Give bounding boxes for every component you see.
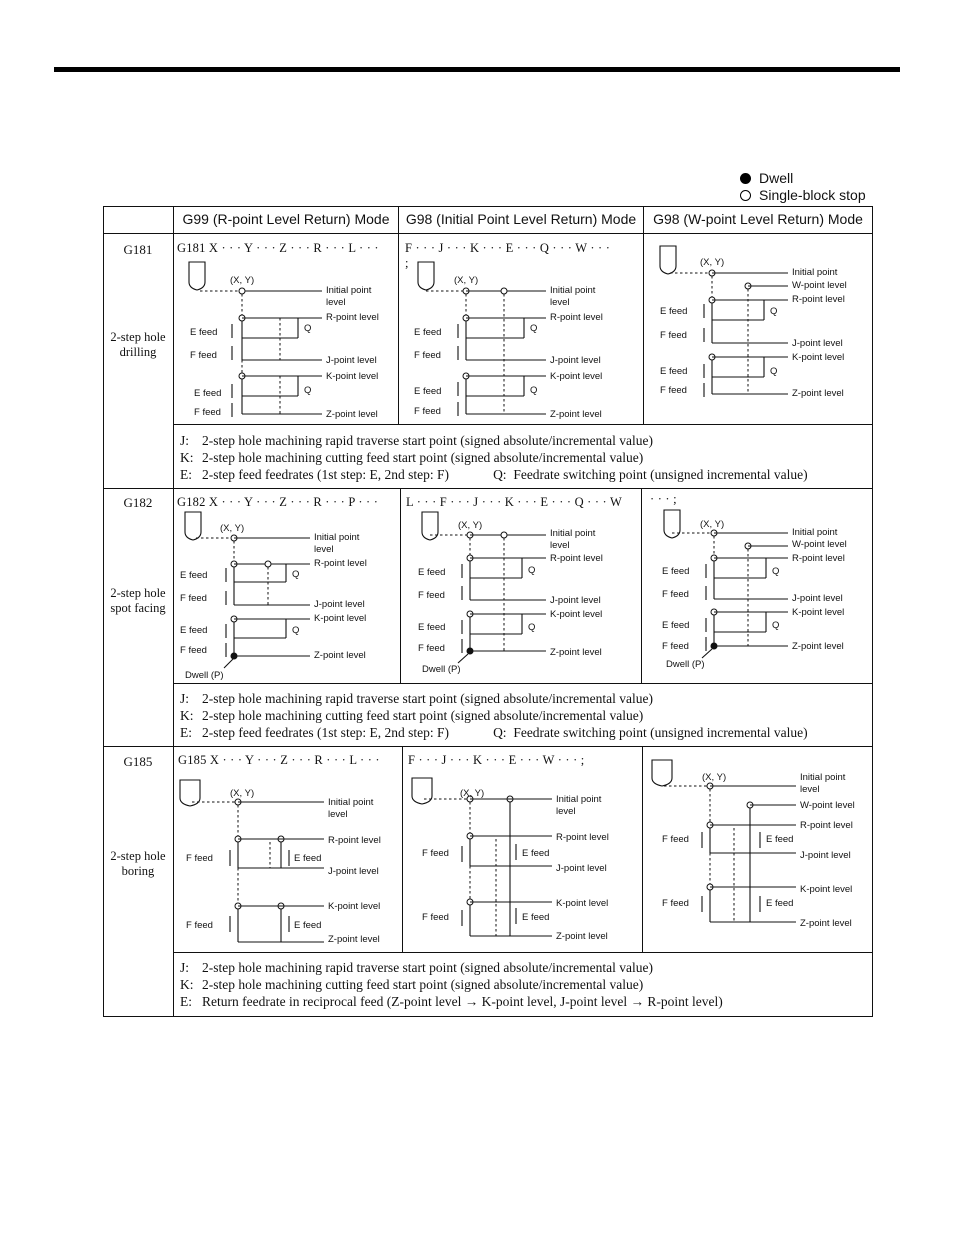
e-feed-label: E feed [660, 366, 688, 377]
f-feed-label: F feed [418, 590, 445, 601]
q-label: Q [770, 306, 778, 317]
diagram-g185-g98-initial [410, 772, 640, 950]
xy-label: (X, Y) [458, 520, 483, 531]
diagram-g182-g98-initial [408, 508, 638, 683]
note-k-text: 2-step hole machining cutting feed start point (signed absolute/incremental value) [202, 450, 644, 465]
diagram-g181-g99 [180, 258, 395, 423]
row-name-line1: 2-step hole [110, 586, 166, 600]
k-point-label: K-point level [328, 901, 381, 912]
f-feed-label: F feed [422, 848, 449, 859]
xy-label: (X, Y) [220, 523, 245, 534]
r-point-label: R-point level [800, 820, 853, 831]
row-code-g181: G181 [123, 242, 153, 257]
dwell-label: Dwell (P) [422, 664, 461, 675]
j-point-label: J-point level [314, 599, 365, 610]
header-g98-w: G98 (W-point Level Return) Mode [653, 211, 863, 227]
r-point-label: R-point level [792, 553, 845, 564]
q-label: Q [772, 620, 780, 631]
note-k: K: 2-step hole machining cutting feed start point (signed absolute/incremental value) [180, 977, 644, 992]
level-label: level [556, 806, 576, 817]
q-label: Q [292, 625, 300, 636]
row-name-g182 [104, 586, 172, 616]
f-feed-label: F feed [186, 853, 213, 864]
diagram-g182-g99 [178, 508, 396, 683]
level-label: level [550, 540, 570, 551]
format-g181-g98-initial-cont: ; [405, 256, 409, 270]
w-point-label: W-point level [792, 280, 847, 291]
f-feed-label: F feed [662, 834, 689, 845]
header-g99: G99 (R-point Level Return) Mode [182, 211, 390, 227]
q-label: Q [528, 622, 536, 633]
e-feed-label: E feed [180, 625, 208, 636]
k-point-label: K-point level [550, 371, 603, 382]
f-feed-label: F feed [414, 350, 441, 361]
z-point-label: Z-point level [556, 931, 608, 942]
e-feed-label: E feed [660, 306, 688, 317]
tool-icon [412, 778, 432, 804]
diagram-g185-g98-w [650, 756, 870, 951]
note-k: K: 2-step hole machining cutting feed start point (signed absolute/incremental value) [180, 708, 644, 723]
level-label: level [314, 544, 334, 555]
format-g182-g99: G182 X · · · Y · · · Z · · · R · · · P · · · [177, 495, 379, 509]
r-point-label: R-point level [556, 832, 609, 843]
f-feed-label: F feed [186, 920, 213, 931]
diagram-g182-g98-w [650, 508, 870, 683]
note-q-text: Feedrate switching point (unsigned incremental value) [513, 725, 808, 740]
initial-point-label: Initial point [326, 285, 372, 296]
row-name-g181 [104, 330, 172, 360]
q-label: Q [528, 565, 536, 576]
z-point-label: Z-point level [550, 647, 602, 658]
row-name-line1: 2-step hole [110, 849, 166, 863]
note-j: J: 2-step hole machining rapid traverse start point (signed absolute/incremental value) [180, 691, 653, 706]
row-name-line2: spot facing [110, 601, 166, 615]
initial-point-label: Initial point [328, 797, 374, 808]
e-feed-label: E feed [766, 898, 794, 909]
j-point-label: J-point level [800, 850, 851, 861]
xy-label: (X, Y) [700, 519, 725, 530]
note-e-text: Return feedrate in reciprocal feed (Z-point level → K-point level, J-point level → R-point level) [202, 994, 723, 1009]
format-g181-g99: G181 X · · · Y · · · Z · · · R · · · L · · · [177, 241, 379, 255]
tool-icon [422, 512, 438, 540]
r-point-label: R-point level [550, 312, 603, 323]
j-point-label: J-point level [328, 866, 379, 877]
f-feed-label: F feed [422, 912, 449, 923]
e-feed-label: E feed [662, 566, 690, 577]
z-point-label: Z-point level [792, 641, 844, 652]
note-k-text: 2-step hole machining cutting feed start point (signed absolute/incremental value) [202, 977, 644, 992]
note-j-text: 2-step hole machining rapid traverse start point (signed absolute/incremental value) [202, 960, 653, 975]
z-point-label: Z-point level [792, 388, 844, 399]
note-e-text: 2-step feed feedrates (1st step: E, 2nd step: F) [202, 467, 450, 482]
header-g98-initial: G98 (Initial Point Level Return) Mode [405, 211, 637, 227]
e-feed-label: E feed [190, 327, 218, 338]
k-point-label: K-point level [792, 607, 845, 618]
e-feed-label: E feed [180, 570, 208, 581]
row-code-g185: G185 [123, 754, 153, 769]
q-label: Q [304, 323, 312, 334]
initial-point-label: Initial point [550, 285, 596, 296]
f-feed-label: F feed [190, 350, 217, 361]
f-feed-label: F feed [660, 330, 687, 341]
legend-dwell-label: Dwell [759, 170, 794, 186]
w-point-label: W-point level [800, 800, 855, 811]
tool-icon [189, 262, 205, 290]
e-feed-label: E feed [522, 848, 550, 859]
diagram-g181-g98-initial [404, 258, 639, 423]
e-feed-label: E feed [194, 388, 222, 399]
note-e: E: 2-step feed feedrates (1st step: E, 2nd step: F) Q: Feedrate switching point (unsigned incremental value) [180, 467, 808, 482]
r-point-label: R-point level [792, 294, 845, 305]
tool-icon [660, 246, 676, 274]
note-e: E: Return feedrate in reciprocal feed (Z-point level → K-point level, J-point level → R-point level) [180, 994, 723, 1009]
w-point-label: W-point level [792, 539, 847, 550]
note-j: J: 2-step hole machining rapid traverse start point (signed absolute/incremental value) [180, 960, 653, 975]
j-point-label: J-point level [792, 338, 843, 349]
xy-label: (X, Y) [454, 275, 479, 286]
note-k-text: 2-step hole machining cutting feed start point (signed absolute/incremental value) [202, 708, 644, 723]
tool-icon [418, 262, 434, 290]
e-feed-label: E feed [414, 386, 442, 397]
level-label: level [550, 297, 570, 308]
initial-point-label: Initial point [556, 794, 602, 805]
initial-point-label: Initial point [550, 528, 596, 539]
q-label: Q [530, 385, 538, 396]
initial-point-label: Initial point [792, 267, 838, 278]
q-label: Q [530, 323, 538, 334]
tool-icon [664, 510, 680, 538]
legend-single-block-label: Single-block stop [759, 187, 866, 203]
initial-point-label: Initial point [314, 532, 360, 543]
f-feed-label: F feed [662, 589, 689, 600]
format-g185-g99: G185 X · · · Y · · · Z · · · R · · · L · · · [178, 753, 380, 767]
j-point-label: J-point level [792, 593, 843, 604]
xy-label: (X, Y) [700, 257, 725, 268]
note-e-text: 2-step feed feedrates (1st step: E, 2nd step: F) [202, 725, 450, 740]
notes-g181 [180, 432, 808, 483]
j-point-label: J-point level [326, 355, 377, 366]
row-name-g185 [104, 849, 172, 879]
diagram-g181-g98-w [650, 240, 870, 420]
dwell-label: Dwell (P) [185, 670, 224, 681]
f-feed-label: F feed [660, 385, 687, 396]
notes-g182 [180, 690, 808, 741]
e-feed-label: E feed [294, 853, 322, 864]
e-feed-label: E feed [662, 620, 690, 631]
level-label: level [328, 809, 348, 820]
z-point-label: Z-point level [328, 934, 380, 945]
tool-icon [185, 512, 201, 540]
note-e: E: 2-step feed feedrates (1st step: E, 2nd step: F) Q: Feedrate switching point (unsigned incremental value) [180, 725, 808, 740]
q-label: Q [292, 569, 300, 580]
r-point-label: R-point level [314, 558, 367, 569]
note-j-text: 2-step hole machining rapid traverse start point (signed absolute/incremental value) [202, 433, 653, 448]
xy-label: (X, Y) [230, 275, 255, 286]
k-point-label: K-point level [314, 613, 367, 624]
note-k: K: 2-step hole machining cutting feed start point (signed absolute/incremental value) [180, 450, 644, 465]
z-point-label: Z-point level [326, 409, 378, 420]
note-j-text: 2-step hole machining rapid traverse start point (signed absolute/incremental value) [202, 691, 653, 706]
q-label: Q [772, 566, 780, 577]
note-q-text: Feedrate switching point (unsigned incremental value) [513, 467, 808, 482]
format-g181-g98-initial: F · · · J · · · K · · · E · · · Q · · · W · · · [405, 241, 611, 255]
q-label: Q [770, 366, 778, 377]
f-feed-label: F feed [180, 645, 207, 656]
k-point-label: K-point level [800, 884, 853, 895]
format-g185-g98-initial: F · · · J · · · K · · · E · · · W · · · ; [408, 753, 585, 767]
f-feed-label: F feed [194, 407, 221, 418]
j-point-label: J-point level [550, 595, 601, 606]
k-point-label: K-point level [792, 352, 845, 363]
e-feed-label: E feed [418, 622, 446, 633]
format-g182-g98-w: · · · ; [650, 492, 677, 506]
r-point-label: R-point level [326, 312, 379, 323]
r-point-label: R-point level [550, 553, 603, 564]
k-point-label: K-point level [556, 898, 609, 909]
f-feed-label: F feed [662, 898, 689, 909]
q-label: Q [304, 385, 312, 396]
level-label: level [326, 297, 346, 308]
initial-point-label: Initial point [800, 772, 846, 783]
k-point-label: K-point level [326, 371, 379, 382]
f-feed-label: F feed [662, 641, 689, 652]
k-point-label: K-point level [550, 609, 603, 620]
row-name-line1: 2-step hole [110, 330, 166, 344]
format-g182-g98-initial: L · · · F · · · J · · · K · · · E · · · Q · · · W [406, 495, 622, 509]
notes-g185 [180, 959, 723, 1010]
tool-icon [652, 760, 672, 786]
initial-point-label: Initial point [792, 527, 838, 538]
z-point-label: Z-point level [550, 409, 602, 420]
r-point-label: R-point level [328, 835, 381, 846]
j-point-label: J-point level [556, 863, 607, 874]
z-point-label: Z-point level [800, 918, 852, 929]
f-feed-label: F feed [180, 593, 207, 604]
level-label: level [800, 784, 820, 795]
row-name-line2: drilling [119, 345, 157, 359]
row-name-line2: boring [121, 864, 155, 878]
dwell-label: Dwell (P) [666, 659, 705, 670]
note-j: J: 2-step hole machining rapid traverse start point (signed absolute/incremental value) [180, 433, 653, 448]
xy-label: (X, Y) [702, 772, 727, 783]
xy-label: (X, Y) [230, 788, 255, 799]
f-feed-label: F feed [414, 406, 441, 417]
diagram-g185-g99 [178, 772, 398, 950]
e-feed-label: E feed [418, 567, 446, 578]
xy-label: (X, Y) [460, 788, 485, 799]
f-feed-label: F feed [418, 643, 445, 654]
row-code-g182: G182 [123, 495, 153, 510]
e-feed-label: E feed [294, 920, 322, 931]
e-feed-label: E feed [522, 912, 550, 923]
e-feed-label: E feed [414, 327, 442, 338]
e-feed-label: E feed [766, 834, 794, 845]
z-point-label: Z-point level [314, 650, 366, 661]
j-point-label: J-point level [550, 355, 601, 366]
